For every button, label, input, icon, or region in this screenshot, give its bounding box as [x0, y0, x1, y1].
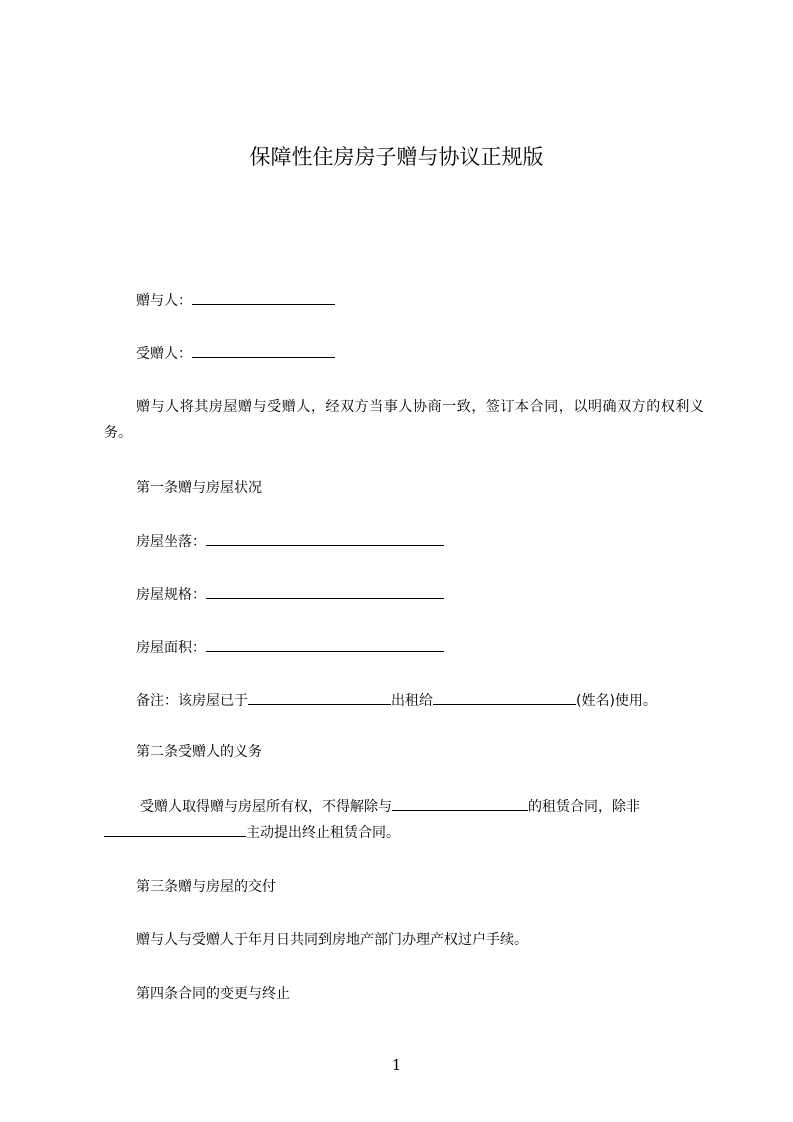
area-blank	[206, 636, 444, 652]
note-suffix: (姓名)使用。	[576, 693, 657, 709]
article2-blank-2	[104, 821, 246, 837]
article2-blank-1	[392, 795, 528, 811]
article4-heading: 第四条合同的变更与终止	[136, 986, 290, 1002]
donor-label: 赠与人：	[136, 293, 192, 309]
note-line	[136, 689, 657, 712]
donee-blank	[192, 342, 335, 358]
area-line	[136, 636, 444, 659]
spec-line	[136, 583, 444, 606]
page-number: 1	[391, 1056, 402, 1074]
intro-paragraph: 赠与人将其房屋赠与受赠人，经双方当事人协商一致，签订本合同，以明确双方的权利义务。	[104, 399, 704, 441]
donee-line	[136, 342, 335, 365]
article3-heading: 第三条赠与房屋的交付	[136, 879, 276, 895]
note-prefix: 备注：该房屋已于	[136, 693, 248, 709]
location-line	[136, 530, 444, 553]
location-label: 房屋坐落：	[136, 534, 206, 550]
note-name-blank	[433, 689, 576, 705]
note-date-blank	[248, 689, 391, 705]
article2-heading: 第二条受赠人的义务	[136, 744, 262, 760]
location-blank	[206, 530, 444, 546]
donor-line	[136, 289, 335, 312]
document-title: 保障性住房房子赠与协议正规版	[249, 145, 544, 169]
spec-blank	[206, 583, 444, 599]
note-middle: 出租给	[391, 693, 433, 709]
donor-blank	[192, 289, 335, 305]
spec-label: 房屋规格：	[136, 587, 206, 603]
article1-heading: 第一条赠与房屋状况	[136, 480, 262, 496]
article2-text-part1: 受赠人取得赠与房屋所有权，不得解除与	[140, 799, 392, 815]
donee-label: 受赠人：	[136, 346, 192, 362]
article3-text: 赠与人与受赠人于年月日共同到房地产部门办理产权过户手续。	[136, 932, 528, 948]
article2-paragraph	[104, 794, 714, 846]
article2-text-part3: 主动提出终止租赁合同。	[246, 825, 400, 841]
article2-text-part2: 的租赁合同，除非	[528, 799, 640, 815]
area-label: 房屋面积：	[136, 640, 206, 656]
